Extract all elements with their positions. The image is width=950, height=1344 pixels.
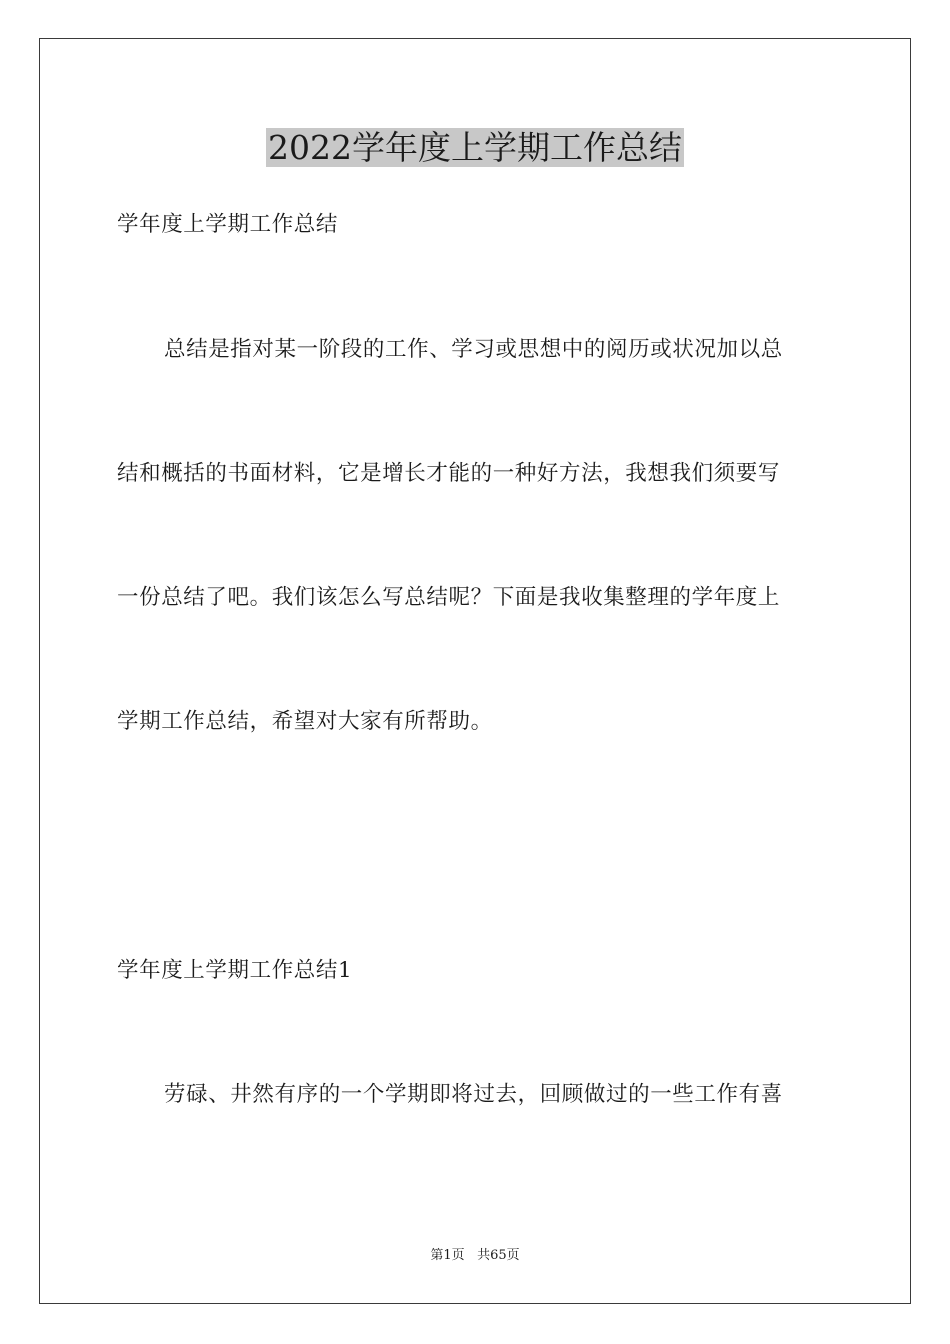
page-number: 第1页 [430, 1248, 465, 1263]
intro-line-2: 结和概括的书面材料，它是增长才能的一种好方法，我想我们须要写 [117, 461, 781, 486]
section1-heading: 学年度上学期工作总结1 [117, 958, 353, 983]
document-title-text: 2022学年度上学期工作总结 [268, 128, 682, 167]
page-footer [0, 1246, 950, 1266]
intro-line-1: 总结是指对某一阶段的工作、学习或思想中的阅历或状况加以总 [164, 337, 783, 362]
page-total: 共65页 [477, 1248, 520, 1263]
intro-line-3: 一份总结了吧。我们该怎么写总结呢？下面是我收集整理的学年度上 [117, 585, 781, 610]
section1-paragraph-line: 劳碌、井然有序的一个学期即将过去，回顾做过的一些工作有喜 [164, 1082, 783, 1107]
document-subtitle: 学年度上学期工作总结 [117, 212, 339, 237]
intro-line-4: 学期工作总结，希望对大家有所帮助。 [117, 709, 493, 734]
document-title [0, 126, 950, 170]
